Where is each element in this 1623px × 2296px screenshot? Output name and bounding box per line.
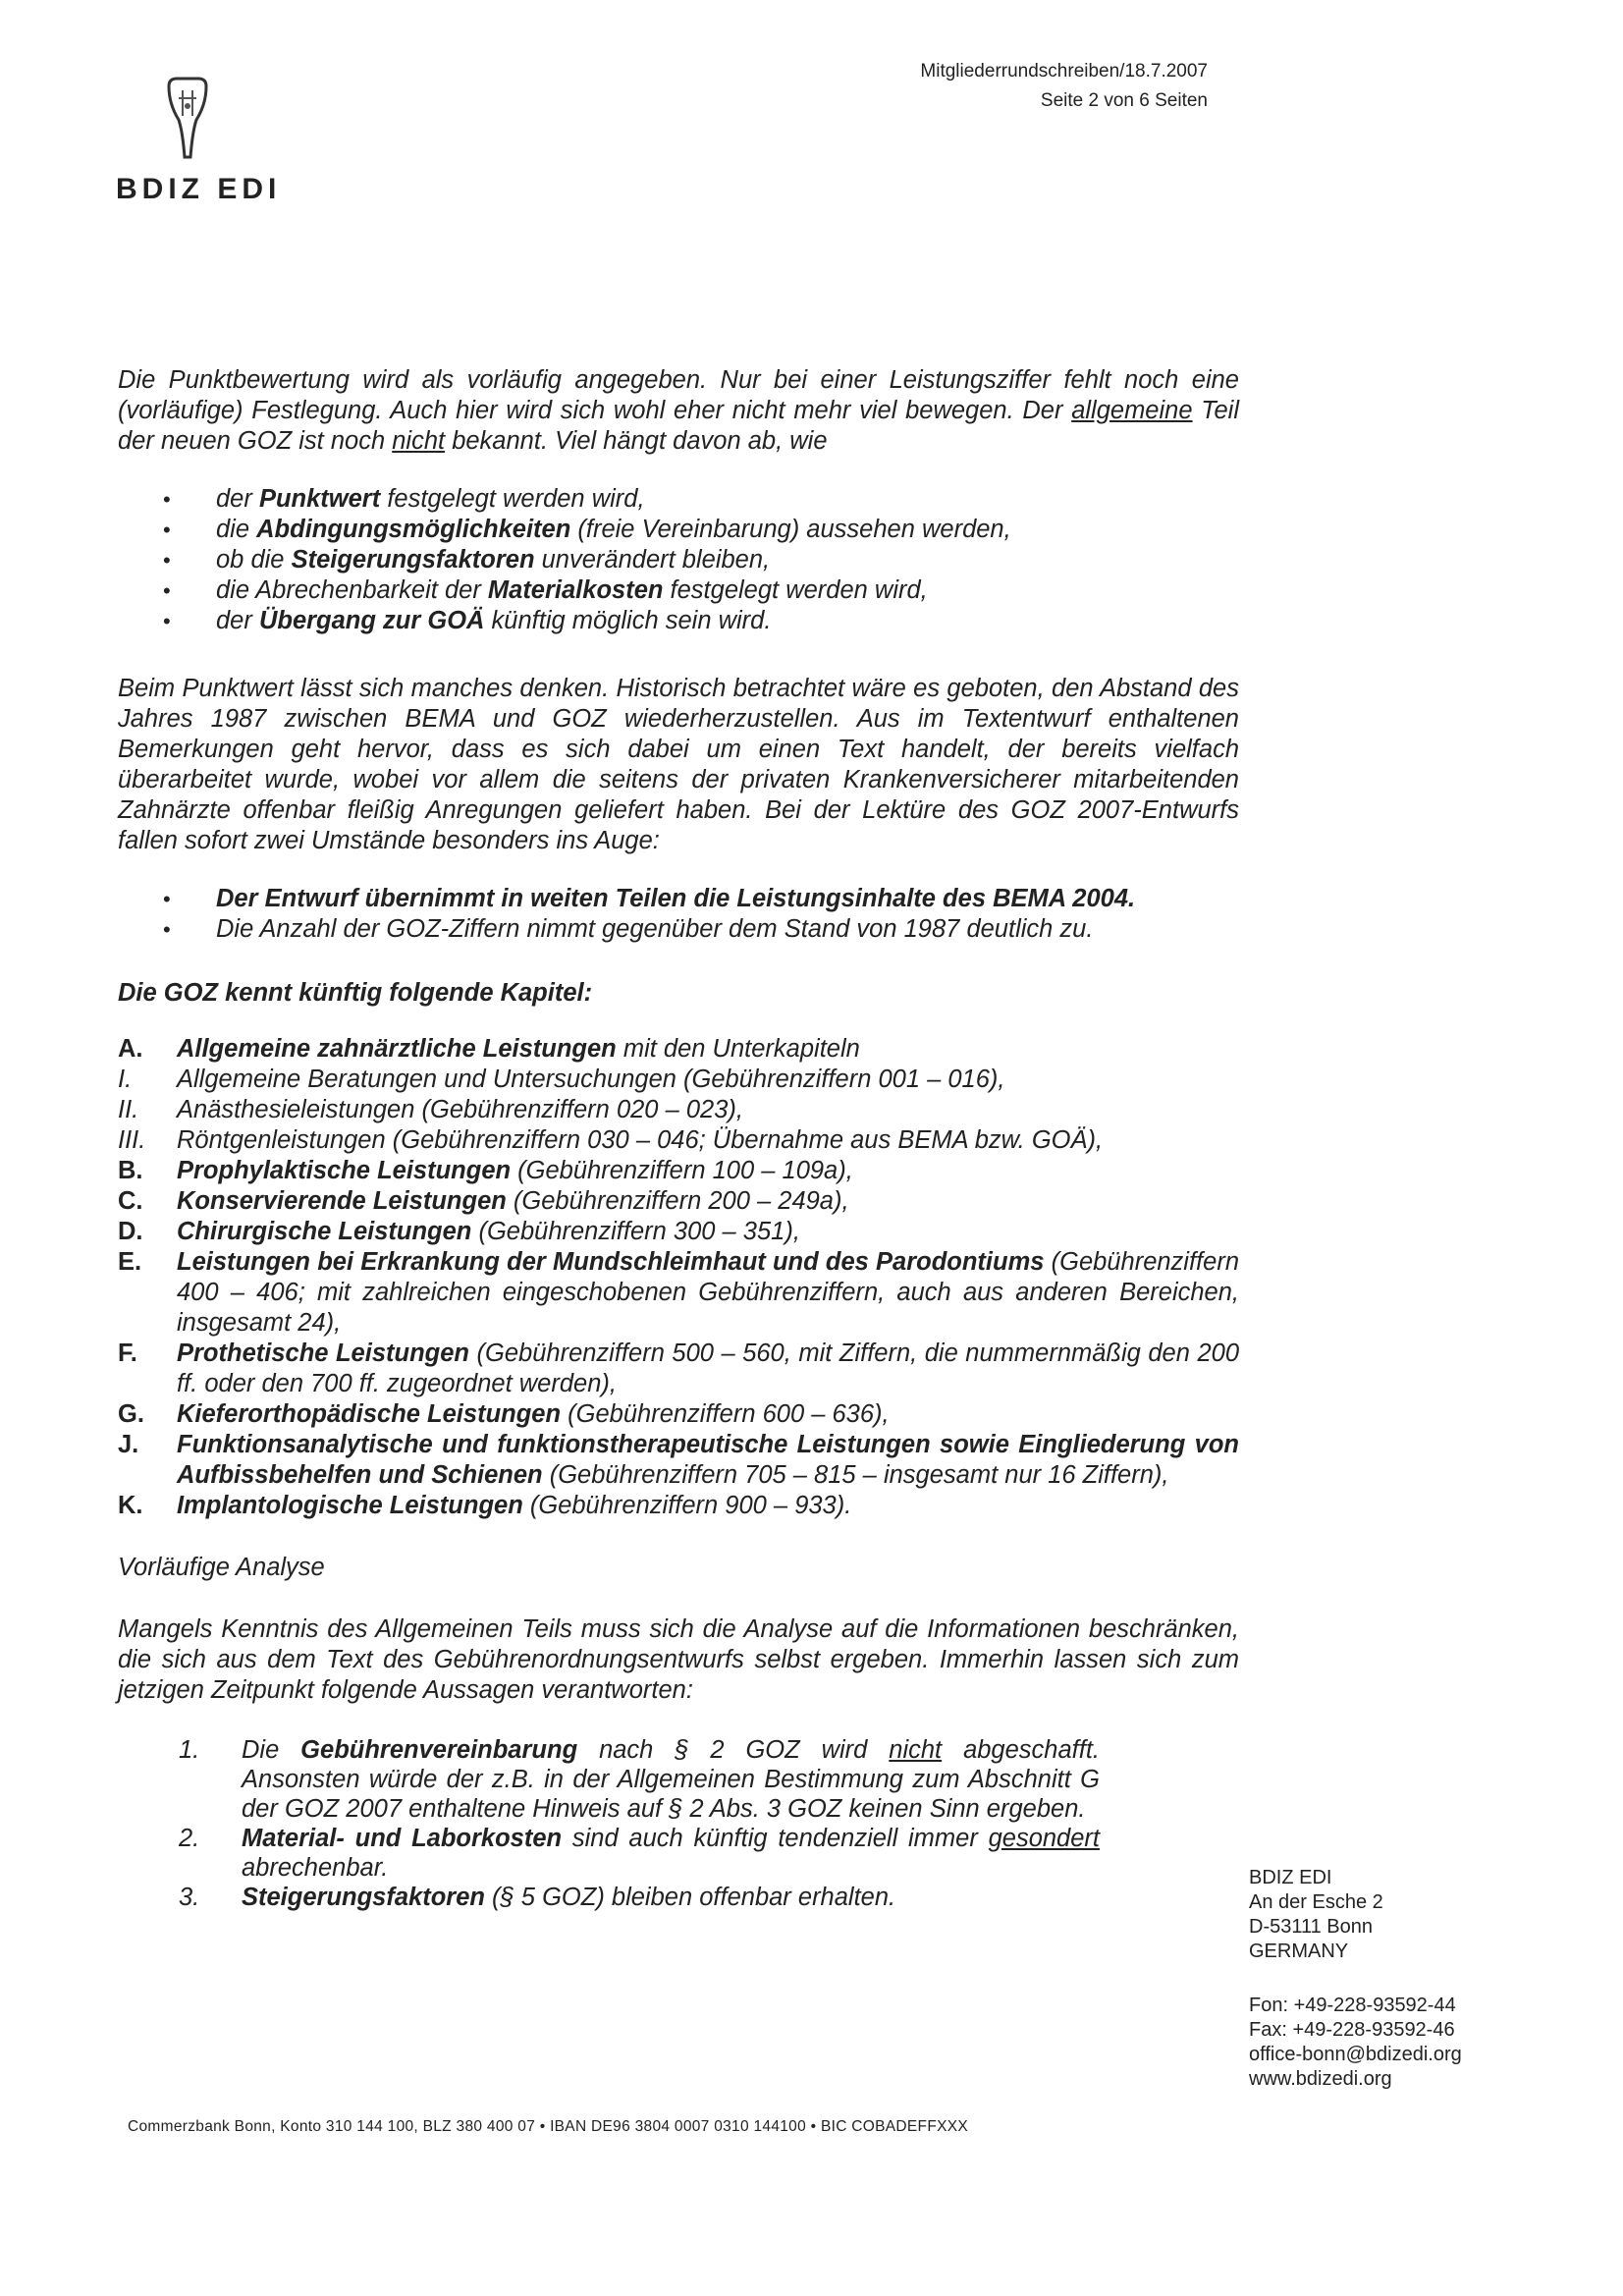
chapter-item: III. Röntgenleistungen (Gebührenziffern 030 – 046; Übernahme aus BEMA bzw. GOÄ), — [118, 1126, 1104, 1154]
list-item: • die Abdingungsmöglichkeiten (freie Vereinbarung) aussehen werden, — [118, 515, 1239, 545]
intro-underline-nicht: nicht — [392, 427, 446, 455]
punktwert-paragraph: Beim Punktwert lässt sich manches denken. Historisch betrachtet wäre es geboten, den Abstand des Jahres 1987 zwischen BEMA und GOZ wiederherzustellen. Aus im Textentwurf enthaltenen Bemerkungen geht hervor, dass es sich dabei um einen Text handelt, der bereits vielfach überarbeitet wurde, wobei vor allem die seitens der privaten Krankenversicherer mitarbeitenden Zahnärzte offenbar fleißig Anregungen geliefert haben. Bei der Lektüre des GOZ 2007-Entwurfs fallen sofort zwei Umstände besonders ins Auge: — [118, 675, 1239, 854]
analysis-paragraph: Mangels Kenntnis des Allgemeinen Teils muss sich die Analyse auf die Informationen beschränken, die sich aus dem Text des Gebührenordnungsentwurfs selbst ergeben. Immerhin lassen sich zum jetzigen Zeitpunkt folgende Aussagen verantworten: — [118, 1615, 1239, 1704]
contact-name: BDIZ EDI — [1249, 1867, 1332, 1888]
intro-text-1: Die Punktbewertung wird als vorläufig angegeben. Nur bei einer Leistungsziffer fehlt noch eine (vorläufige) Festlegung. Auch hier wird sich wohl eher nicht mehr viel bewegen. Der — [118, 366, 1239, 424]
intro-text-3: bekannt. Viel hängt davon ab, wie — [445, 427, 828, 455]
tooth-logo-icon — [165, 77, 210, 161]
intro-paragraph — [118, 365, 1239, 457]
intro-underline-allgemeine: allgemeine — [1071, 397, 1193, 424]
contact-country: GERMANY — [1249, 1941, 1349, 1962]
analysis-heading: Vorläufige Analyse — [118, 1554, 325, 1581]
dependency-list — [118, 484, 1239, 636]
list-item: • ob die Steigerungsfaktoren unverändert bleiben, — [118, 545, 1239, 575]
chapter-item: II. Anästhesieleistungen (Gebührenziffern 020 – 023), — [118, 1096, 743, 1123]
numbered-item: 1. Die Gebührenvereinbarung nach § 2 GOZ wird nicht abgeschafft. Ansonsten würde der z.B. in der Allgemeinen Bestimmung zum Abschnitt G der GOZ 2007 enthaltene Hinweis auf § 2 Abs. 3 GOZ keinen Sinn ergeben. — [179, 1736, 1100, 1823]
contact-web: www.bdizedi.org — [1249, 2068, 1392, 2090]
chapter-item: J. Funktionsanalytische und funktionstherapeutische Leistungen sowie Eingliederung von Aufbissbehelfen und Schienen (Gebührenziffern 705 – 815 – insgesamt nur 16 Ziffern), — [118, 1431, 1239, 1489]
contact-fax: Fax: +49-228-93592-46 — [1249, 2019, 1455, 2041]
chapter-list — [118, 1034, 1239, 1521]
chapter-item: K. Implantologische Leistungen (Gebührenziffern 900 – 933). — [118, 1492, 852, 1519]
chapters-heading: Die GOZ kennt künftig folgende Kapitel: — [118, 979, 593, 1007]
chapter-item: I. Allgemeine Beratungen und Untersuchungen (Gebührenziffern 001 – 016), — [118, 1066, 1005, 1093]
document-reference: Mitgliederrundschreiben/18.7.2007 — [920, 61, 1208, 82]
contact-street: An der Esche 2 — [1249, 1891, 1383, 1913]
letter-body — [118, 365, 1239, 1912]
list-item: • Die Anzahl der GOZ-Ziffern nimmt gegenüber dem Stand von 1987 deutlich zu. — [118, 914, 1239, 945]
list-item: • der Übergang zur GOÄ künftig möglich sein wird. — [118, 606, 1239, 636]
chapter-item: G. Kieferorthopädische Leistungen (Gebührenziffern 600 – 636), — [118, 1400, 890, 1428]
bank-footer: Commerzbank Bonn, Konto 310 144 100, BLZ 380 400 07 • IBAN DE96 3804 0007 0310 144100 • BIC COBADEFFXXX — [128, 2118, 969, 2135]
observation-list — [118, 884, 1239, 945]
list-item: • die Abrechenbarkeit der Materialkosten festgelegt werden wird, — [118, 575, 1239, 606]
chapter-item: E. Leistungen bei Erkrankung der Mundschleimhaut und des Parodontiums (Gebührenziffern 400 – 406; mit zahlreichen eingeschobenen Gebührenziffern, auch aus anderen Bereichen, insgesamt 24), — [118, 1248, 1239, 1337]
page-indicator: Seite 2 von 6 Seiten — [1040, 90, 1208, 111]
contact-city: D-53111 Bonn — [1249, 1916, 1374, 1938]
contact-block — [1249, 1866, 1504, 2092]
logo-text: BDIZ EDI — [116, 173, 282, 205]
chapter-item: A. Allgemeine zahnärztliche Leistungen mit den Unterkapiteln — [118, 1035, 860, 1063]
chapter-item: B. Prophylaktische Leistungen (Gebührenziffern 100 – 109a), — [118, 1157, 853, 1184]
contact-phone: Fon: +49-228-93592-44 — [1249, 1995, 1456, 2016]
list-item: • der Punktwert festgelegt werden wird, — [118, 484, 1239, 515]
intro-text-2: Teil der neuen GOZ ist noch — [118, 397, 1239, 455]
list-item: • Der Entwurf übernimmt in weiten Teilen die Leistungsinhalte des BEMA 2004. — [118, 884, 1239, 914]
analysis-list — [118, 1735, 1100, 1912]
chapter-item: D. Chirurgische Leistungen (Gebührenziffern 300 – 351), — [118, 1218, 800, 1245]
header-meta — [815, 57, 1208, 116]
numbered-item: 3. Steigerungsfaktoren (§ 5 GOZ) bleiben offenbar erhalten. — [179, 1884, 896, 1911]
chapter-item: C. Konservierende Leistungen (Gebührenziffern 200 – 249a), — [118, 1187, 849, 1215]
contact-email: office-bonn@bdizedi.org — [1249, 2044, 1462, 2065]
chapter-item: F. Prothetische Leistungen (Gebührenziffern 500 – 560, mit Ziffern, die nummernmäßig den 200 ff. oder den 700 ff. zugeordnet werden), — [118, 1339, 1239, 1397]
logo — [116, 77, 312, 206]
numbered-item: 2. Material- und Laborkosten sind auch künftig tendenziell immer gesondert abrechenbar. — [179, 1825, 1100, 1882]
